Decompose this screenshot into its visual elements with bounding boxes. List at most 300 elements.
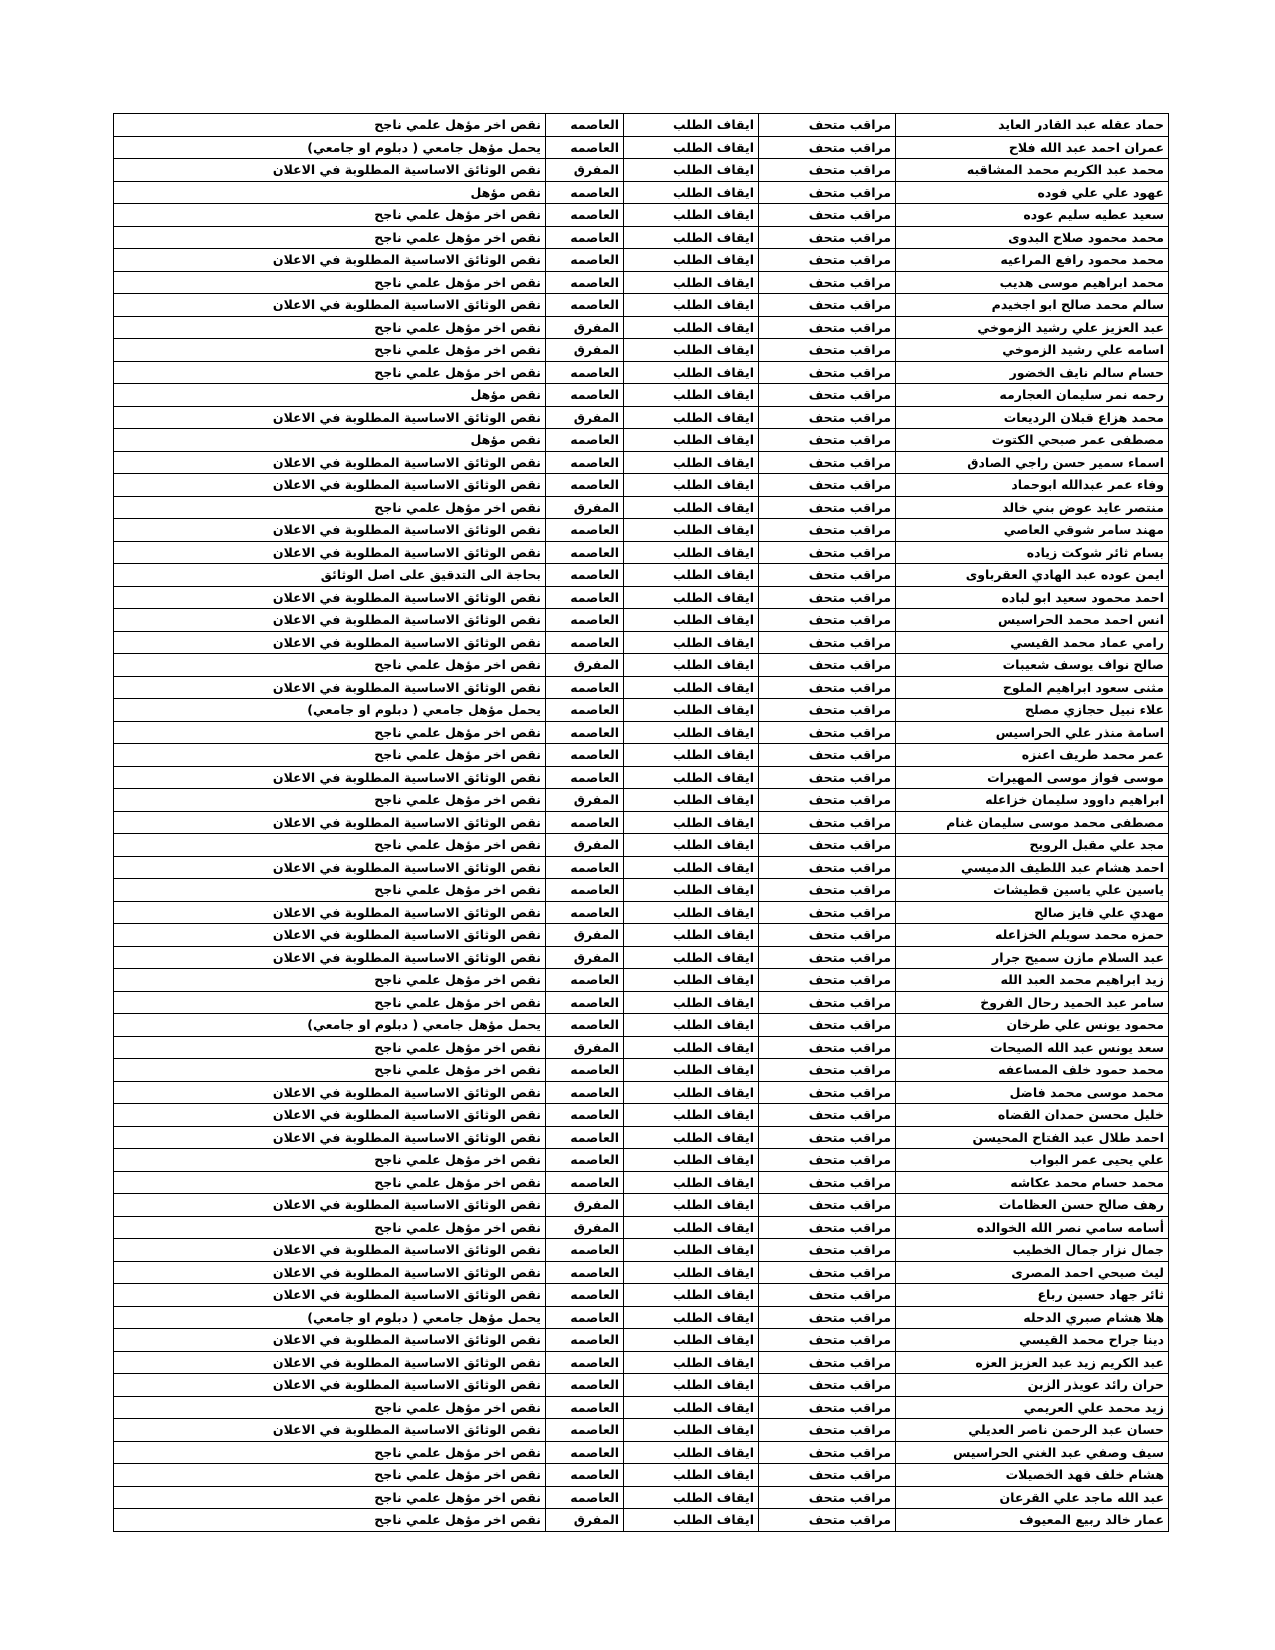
note-cell: نقص اخر مؤهل علمي ناجح	[114, 1509, 546, 1532]
city-cell: العاصمه	[546, 181, 624, 204]
applicant-name-cell: مهدي علي فايز صالح	[896, 901, 1169, 924]
applicant-name-cell: عبد العزيز علي رشيد الزموخي	[896, 316, 1169, 339]
city-cell: العاصمه	[546, 429, 624, 452]
city-cell: العاصمه	[546, 1441, 624, 1464]
table-row	[114, 834, 1169, 857]
status-cell: ايقاف الطلب	[624, 384, 759, 407]
city-cell: العاصمه	[546, 1239, 624, 1262]
city-cell: العاصمه	[546, 766, 624, 789]
note-cell: نقص الوثائق الاساسية المطلوبة في الاعلان	[114, 1104, 546, 1127]
status-cell: ايقاف الطلب	[624, 114, 759, 137]
position-cell: مراقب متحف	[759, 991, 896, 1014]
position-cell: مراقب متحف	[759, 1149, 896, 1172]
applicant-name-cell: عمران احمد عبد الله فلاح	[896, 136, 1169, 159]
city-cell: العاصمه	[546, 1059, 624, 1082]
table-row	[114, 204, 1169, 227]
city-cell: العاصمه	[546, 676, 624, 699]
table-row	[114, 924, 1169, 947]
status-cell: ايقاف الطلب	[624, 451, 759, 474]
table-row	[114, 406, 1169, 429]
status-cell: ايقاف الطلب	[624, 406, 759, 429]
table-row	[114, 1419, 1169, 1442]
position-cell: مراقب متحف	[759, 676, 896, 699]
position-cell: مراقب متحف	[759, 924, 896, 947]
status-cell: ايقاف الطلب	[624, 1509, 759, 1532]
applicant-name-cell: موسى فواز موسى المهيرات	[896, 766, 1169, 789]
status-cell: ايقاف الطلب	[624, 474, 759, 497]
applicant-name-cell: عبد الله ماجد علي القرعان	[896, 1486, 1169, 1509]
applicant-name-cell: سعد يونس عبد الله الصيحات	[896, 1036, 1169, 1059]
status-cell: ايقاف الطلب	[624, 901, 759, 924]
applicant-name-cell: حسام سالم نايف الخضور	[896, 361, 1169, 384]
position-cell: مراقب متحف	[759, 654, 896, 677]
city-cell: العاصمه	[546, 564, 624, 587]
city-cell: العاصمه	[546, 136, 624, 159]
note-cell: نقص اخر مؤهل علمي ناجح	[114, 496, 546, 519]
status-cell: ايقاف الطلب	[624, 496, 759, 519]
note-cell: نقص الوثائق الاساسية المطلوبة في الاعلان	[114, 294, 546, 317]
position-cell: مراقب متحف	[759, 744, 896, 767]
status-cell: ايقاف الطلب	[624, 429, 759, 452]
position-cell: مراقب متحف	[759, 429, 896, 452]
note-cell: نقص الوثائق الاساسية المطلوبة في الاعلان	[114, 1374, 546, 1397]
status-cell: ايقاف الطلب	[624, 1396, 759, 1419]
status-cell: ايقاف الطلب	[624, 969, 759, 992]
applicant-name-cell: ابراهيم داوود سليمان خزاعله	[896, 789, 1169, 812]
status-cell: ايقاف الطلب	[624, 1306, 759, 1329]
note-cell: نقص اخر مؤهل علمي ناجح	[114, 1171, 546, 1194]
table-row	[114, 429, 1169, 452]
table-row	[114, 1149, 1169, 1172]
status-cell: ايقاف الطلب	[624, 1014, 759, 1037]
position-cell: مراقب متحف	[759, 1081, 896, 1104]
city-cell: العاصمه	[546, 811, 624, 834]
status-cell: ايقاف الطلب	[624, 1486, 759, 1509]
table-row	[114, 1464, 1169, 1487]
note-cell: نقص اخر مؤهل علمي ناجح	[114, 1464, 546, 1487]
status-cell: ايقاف الطلب	[624, 744, 759, 767]
table-row	[114, 879, 1169, 902]
note-cell: نقص الوثائق الاساسية المطلوبة في الاعلان	[114, 474, 546, 497]
applicant-name-cell: ايمن عوده عبد الهادي العقرباوى	[896, 564, 1169, 587]
note-cell: نقص الوثائق الاساسية المطلوبة في الاعلان	[114, 924, 546, 947]
applicant-name-cell: مصطفى عمر صبحي الكتوت	[896, 429, 1169, 452]
position-cell: مراقب متحف	[759, 496, 896, 519]
table-row	[114, 1284, 1169, 1307]
table-row	[114, 1014, 1169, 1037]
status-cell: ايقاف الطلب	[624, 204, 759, 227]
city-cell: العاصمه	[546, 586, 624, 609]
note-cell: نقص اخر مؤهل علمي ناجح	[114, 654, 546, 677]
status-cell: ايقاف الطلب	[624, 1441, 759, 1464]
status-cell: ايقاف الطلب	[624, 339, 759, 362]
applicant-name-cell: اسماء سمير حسن راجي الصادق	[896, 451, 1169, 474]
city-cell: العاصمه	[546, 1261, 624, 1284]
table-row	[114, 271, 1169, 294]
position-cell: مراقب متحف	[759, 631, 896, 654]
table-row	[114, 969, 1169, 992]
position-cell: مراقب متحف	[759, 1509, 896, 1532]
status-cell: ايقاف الطلب	[624, 1171, 759, 1194]
city-cell: العاصمه	[546, 1171, 624, 1194]
status-cell: ايقاف الطلب	[624, 676, 759, 699]
note-cell: نقص اخر مؤهل علمي ناجح	[114, 1216, 546, 1239]
table-row	[114, 1104, 1169, 1127]
applicant-name-cell: هشام خلف فهد الخصيلات	[896, 1464, 1169, 1487]
city-cell: العاصمه	[546, 1374, 624, 1397]
applicant-name-cell: خليل محسن حمدان القضاه	[896, 1104, 1169, 1127]
applicant-name-cell: ياسين علي ياسين قطيشات	[896, 879, 1169, 902]
note-cell: نقص اخر مؤهل علمي ناجح	[114, 316, 546, 339]
applicant-name-cell: زيد محمد علي العريمي	[896, 1396, 1169, 1419]
position-cell: مراقب متحف	[759, 339, 896, 362]
table-row	[114, 1216, 1169, 1239]
note-cell: نقص اخر مؤهل علمي ناجح	[114, 361, 546, 384]
city-cell: المفرق	[546, 834, 624, 857]
position-cell: مراقب متحف	[759, 721, 896, 744]
status-cell: ايقاف الطلب	[624, 1036, 759, 1059]
table-row	[114, 114, 1169, 137]
city-cell: المفرق	[546, 406, 624, 429]
position-cell: مراقب متحف	[759, 1351, 896, 1374]
note-cell: نقص الوثائق الاساسية المطلوبة في الاعلان	[114, 406, 546, 429]
position-cell: مراقب متحف	[759, 699, 896, 722]
status-cell: ايقاف الطلب	[624, 1464, 759, 1487]
note-cell: نقص اخر مؤهل علمي ناجح	[114, 1486, 546, 1509]
table-row	[114, 541, 1169, 564]
city-cell: العاصمه	[546, 226, 624, 249]
city-cell: العاصمه	[546, 856, 624, 879]
note-cell: نقص الوثائق الاساسية المطلوبة في الاعلان	[114, 159, 546, 182]
note-cell: يحمل مؤهل جامعي ( دبلوم او جامعي)	[114, 1306, 546, 1329]
note-cell: نقص اخر مؤهل علمي ناجح	[114, 226, 546, 249]
table-row	[114, 856, 1169, 879]
table-row	[114, 1036, 1169, 1059]
status-cell: ايقاف الطلب	[624, 1059, 759, 1082]
position-cell: مراقب متحف	[759, 1329, 896, 1352]
note-cell: يحمل مؤهل جامعي ( دبلوم او جامعي)	[114, 136, 546, 159]
position-cell: مراقب متحف	[759, 811, 896, 834]
applicant-name-cell: محمد محمود صلاح البدوى	[896, 226, 1169, 249]
position-cell: مراقب متحف	[759, 1036, 896, 1059]
status-cell: ايقاف الطلب	[624, 766, 759, 789]
note-cell: نقص اخر مؤهل علمي ناجح	[114, 879, 546, 902]
position-cell: مراقب متحف	[759, 249, 896, 272]
note-cell: نقص الوثائق الاساسية المطلوبة في الاعلان	[114, 1284, 546, 1307]
position-cell: مراقب متحف	[759, 406, 896, 429]
note-cell: نقص الوثائق الاساسية المطلوبة في الاعلان	[114, 676, 546, 699]
status-cell: ايقاف الطلب	[624, 1261, 759, 1284]
status-cell: ايقاف الطلب	[624, 1374, 759, 1397]
status-cell: ايقاف الطلب	[624, 879, 759, 902]
city-cell: العاصمه	[546, 1396, 624, 1419]
note-cell: نقص مؤهل	[114, 181, 546, 204]
table-row	[114, 811, 1169, 834]
applicant-name-cell: سالم محمد صالح ابو اجخيدم	[896, 294, 1169, 317]
applicants-table	[113, 113, 1169, 1532]
city-cell: المفرق	[546, 1036, 624, 1059]
position-cell: مراقب متحف	[759, 856, 896, 879]
position-cell: مراقب متحف	[759, 541, 896, 564]
status-cell: ايقاف الطلب	[624, 631, 759, 654]
note-cell: نقص الوثائق الاساسية المطلوبة في الاعلان	[114, 1081, 546, 1104]
table-row	[114, 901, 1169, 924]
table-row	[114, 631, 1169, 654]
applicant-name-cell: بسام ثائر شوكت زياده	[896, 541, 1169, 564]
table-row	[114, 991, 1169, 1014]
table-row	[114, 384, 1169, 407]
position-cell: مراقب متحف	[759, 1104, 896, 1127]
position-cell: مراقب متحف	[759, 361, 896, 384]
city-cell: العاصمه	[546, 1284, 624, 1307]
position-cell: مراقب متحف	[759, 1239, 896, 1262]
note-cell: نقص الوثائق الاساسية المطلوبة في الاعلان	[114, 901, 546, 924]
city-cell: العاصمه	[546, 1149, 624, 1172]
table-row	[114, 1239, 1169, 1262]
table-row	[114, 249, 1169, 272]
position-cell: مراقب متحف	[759, 181, 896, 204]
status-cell: ايقاف الطلب	[624, 271, 759, 294]
applicant-name-cell: عهود علي علي فوده	[896, 181, 1169, 204]
table-row	[114, 766, 1169, 789]
applicant-name-cell: دينا جراح محمد القيسي	[896, 1329, 1169, 1352]
note-cell: نقص اخر مؤهل علمي ناجح	[114, 339, 546, 362]
status-cell: ايقاف الطلب	[624, 159, 759, 182]
table-row	[114, 1509, 1169, 1532]
table-row	[114, 361, 1169, 384]
position-cell: مراقب متحف	[759, 1059, 896, 1082]
status-cell: ايقاف الطلب	[624, 294, 759, 317]
position-cell: مراقب متحف	[759, 586, 896, 609]
position-cell: مراقب متحف	[759, 1419, 896, 1442]
note-cell: نقص الوثائق الاساسية المطلوبة في الاعلان	[114, 249, 546, 272]
city-cell: العاصمه	[546, 1464, 624, 1487]
city-cell: العاصمه	[546, 1104, 624, 1127]
position-cell: مراقب متحف	[759, 1126, 896, 1149]
applicant-name-cell: احمد محمود سعيد ابو لباده	[896, 586, 1169, 609]
city-cell: المفرق	[546, 789, 624, 812]
city-cell: العاصمه	[546, 1014, 624, 1037]
applicant-name-cell: منتصر عايد عوض بني خالد	[896, 496, 1169, 519]
table-row	[114, 946, 1169, 969]
note-cell: نقص اخر مؤهل علمي ناجح	[114, 1396, 546, 1419]
status-cell: ايقاف الطلب	[624, 811, 759, 834]
note-cell: نقص مؤهل	[114, 384, 546, 407]
table-row	[114, 1171, 1169, 1194]
position-cell: مراقب متحف	[759, 204, 896, 227]
status-cell: ايقاف الطلب	[624, 1351, 759, 1374]
table-row	[114, 1081, 1169, 1104]
note-cell: بحاجة الى التدقيق على اصل الوثائق	[114, 564, 546, 587]
applicant-name-cell: ليث صبحي احمد المصرى	[896, 1261, 1169, 1284]
city-cell: العاصمه	[546, 204, 624, 227]
status-cell: ايقاف الطلب	[624, 541, 759, 564]
status-cell: ايقاف الطلب	[624, 1149, 759, 1172]
city-cell: المفرق	[546, 654, 624, 677]
status-cell: ايقاف الطلب	[624, 1329, 759, 1352]
note-cell: نقص اخر مؤهل علمي ناجح	[114, 1149, 546, 1172]
table-row	[114, 744, 1169, 767]
position-cell: مراقب متحف	[759, 159, 896, 182]
table-row	[114, 1486, 1169, 1509]
note-cell: يحمل مؤهل جامعي ( دبلوم او جامعي)	[114, 1014, 546, 1037]
note-cell: نقص الوثائق الاساسية المطلوبة في الاعلان	[114, 1261, 546, 1284]
applicant-name-cell: رحمه نمر سليمان العجارمه	[896, 384, 1169, 407]
applicant-name-cell: اسامة منذر علي الحراسيس	[896, 721, 1169, 744]
table-row	[114, 136, 1169, 159]
city-cell: العاصمه	[546, 474, 624, 497]
applicant-name-cell: عبد الكريم زيد عبد العزيز العزه	[896, 1351, 1169, 1374]
city-cell: العاصمه	[546, 1126, 624, 1149]
position-cell: مراقب متحف	[759, 1486, 896, 1509]
note-cell: نقص اخر مؤهل علمي ناجح	[114, 1036, 546, 1059]
applicant-name-cell: محمد محمود رافع المراعيه	[896, 249, 1169, 272]
applicant-name-cell: مهند سامر شوقي العاصي	[896, 519, 1169, 542]
applicant-name-cell: علاء نبيل حجازي مصلح	[896, 699, 1169, 722]
position-cell: مراقب متحف	[759, 1171, 896, 1194]
table-row	[114, 699, 1169, 722]
city-cell: العاصمه	[546, 249, 624, 272]
applicant-name-cell: مجد علي مقبل الرويح	[896, 834, 1169, 857]
position-cell: مراقب متحف	[759, 1284, 896, 1307]
status-cell: ايقاف الطلب	[624, 946, 759, 969]
position-cell: مراقب متحف	[759, 1396, 896, 1419]
position-cell: مراقب متحف	[759, 789, 896, 812]
table-body	[114, 114, 1169, 1532]
position-cell: مراقب متحف	[759, 969, 896, 992]
position-cell: مراقب متحف	[759, 1014, 896, 1037]
note-cell: نقص الوثائق الاساسية المطلوبة في الاعلان	[114, 1329, 546, 1352]
table-row	[114, 1126, 1169, 1149]
status-cell: ايقاف الطلب	[624, 136, 759, 159]
status-cell: ايقاف الطلب	[624, 564, 759, 587]
applicant-name-cell: أسامه سامي نصر الله الخوالده	[896, 1216, 1169, 1239]
note-cell: نقص اخر مؤهل علمي ناجح	[114, 1441, 546, 1464]
position-cell: مراقب متحف	[759, 834, 896, 857]
note-cell: نقص الوثائق الاساسية المطلوبة في الاعلان	[114, 1194, 546, 1217]
applicant-name-cell: زيد ابراهيم محمد العبد الله	[896, 969, 1169, 992]
status-cell: ايقاف الطلب	[624, 789, 759, 812]
table-row	[114, 294, 1169, 317]
city-cell: المفرق	[546, 1216, 624, 1239]
position-cell: مراقب متحف	[759, 474, 896, 497]
applicant-name-cell: محمد موسى محمد فاضل	[896, 1081, 1169, 1104]
note-cell: نقص الوثائق الاساسية المطلوبة في الاعلان	[114, 586, 546, 609]
table-row	[114, 1059, 1169, 1082]
status-cell: ايقاف الطلب	[624, 1284, 759, 1307]
note-cell: نقص الوثائق الاساسية المطلوبة في الاعلان	[114, 609, 546, 632]
table-row	[114, 1374, 1169, 1397]
city-cell: العاصمه	[546, 361, 624, 384]
table-row	[114, 226, 1169, 249]
note-cell: نقص اخر مؤهل علمي ناجح	[114, 114, 546, 137]
applicant-name-cell: سيف وصفي عبد الغني الحراسيس	[896, 1441, 1169, 1464]
table-row	[114, 1329, 1169, 1352]
position-cell: مراقب متحف	[759, 1194, 896, 1217]
position-cell: مراقب متحف	[759, 879, 896, 902]
applicant-name-cell: انس احمد محمد الحراسيس	[896, 609, 1169, 632]
position-cell: مراقب متحف	[759, 451, 896, 474]
status-cell: ايقاف الطلب	[624, 1126, 759, 1149]
position-cell: مراقب متحف	[759, 1306, 896, 1329]
note-cell: نقص اخر مؤهل علمي ناجح	[114, 969, 546, 992]
city-cell: المفرق	[546, 1509, 624, 1532]
status-cell: ايقاف الطلب	[624, 586, 759, 609]
city-cell: العاصمه	[546, 1351, 624, 1374]
table-row	[114, 1306, 1169, 1329]
applicant-name-cell: احمد هشام عبد اللطيف الدميسي	[896, 856, 1169, 879]
table-row	[114, 1261, 1169, 1284]
city-cell: العاصمه	[546, 1329, 624, 1352]
position-cell: مراقب متحف	[759, 1441, 896, 1464]
note-cell: نقص اخر مؤهل علمي ناجح	[114, 991, 546, 1014]
position-cell: مراقب متحف	[759, 1261, 896, 1284]
table-row	[114, 474, 1169, 497]
position-cell: مراقب متحف	[759, 316, 896, 339]
status-cell: ايقاف الطلب	[624, 1216, 759, 1239]
note-cell: نقص اخر مؤهل علمي ناجح	[114, 271, 546, 294]
status-cell: ايقاف الطلب	[624, 1081, 759, 1104]
applicant-name-cell: حران رائد عويذر الزبن	[896, 1374, 1169, 1397]
applicant-name-cell: مصطفى محمد موسى سليمان غنام	[896, 811, 1169, 834]
position-cell: مراقب متحف	[759, 294, 896, 317]
status-cell: ايقاف الطلب	[624, 699, 759, 722]
city-cell: العاصمه	[546, 609, 624, 632]
status-cell: ايقاف الطلب	[624, 991, 759, 1014]
note-cell: نقص الوثائق الاساسية المطلوبة في الاعلان	[114, 1419, 546, 1442]
city-cell: العاصمه	[546, 271, 624, 294]
position-cell: مراقب متحف	[759, 226, 896, 249]
status-cell: ايقاف الطلب	[624, 226, 759, 249]
city-cell: العاصمه	[546, 541, 624, 564]
note-cell: نقص مؤهل	[114, 429, 546, 452]
city-cell: العاصمه	[546, 384, 624, 407]
table-row	[114, 609, 1169, 632]
position-cell: مراقب متحف	[759, 609, 896, 632]
city-cell: العاصمه	[546, 451, 624, 474]
city-cell: المفرق	[546, 1194, 624, 1217]
table-row	[114, 496, 1169, 519]
applicant-name-cell: صالح نواف يوسف شعيبات	[896, 654, 1169, 677]
note-cell: نقص الوثائق الاساسية المطلوبة في الاعلان	[114, 811, 546, 834]
applicant-name-cell: مثنى سعود ابراهيم الملوح	[896, 676, 1169, 699]
note-cell: نقص الوثائق الاساسية المطلوبة في الاعلان	[114, 541, 546, 564]
applicant-name-cell: عبد السلام مازن سميح جرار	[896, 946, 1169, 969]
applicant-name-cell: رهف صالح حسن العظامات	[896, 1194, 1169, 1217]
applicant-name-cell: عمر محمد طريف اعنزه	[896, 744, 1169, 767]
applicant-name-cell: احمد طلال عبد الفتاح المحيسن	[896, 1126, 1169, 1149]
city-cell: العاصمه	[546, 879, 624, 902]
status-cell: ايقاف الطلب	[624, 1239, 759, 1262]
table-row	[114, 676, 1169, 699]
note-cell: نقص الوثائق الاساسية المطلوبة في الاعلان	[114, 946, 546, 969]
status-cell: ايقاف الطلب	[624, 924, 759, 947]
city-cell: المفرق	[546, 924, 624, 947]
note-cell: نقص اخر مؤهل علمي ناجح	[114, 744, 546, 767]
table-row	[114, 159, 1169, 182]
note-cell: نقص الوثائق الاساسية المطلوبة في الاعلان	[114, 766, 546, 789]
table-row	[114, 564, 1169, 587]
applicant-name-cell: ثائر جهاد حسين رباع	[896, 1284, 1169, 1307]
table-row	[114, 519, 1169, 542]
applicant-name-cell: رامي عماد محمد القيسي	[896, 631, 1169, 654]
note-cell: نقص اخر مؤهل علمي ناجح	[114, 204, 546, 227]
note-cell: نقص اخر مؤهل علمي ناجح	[114, 834, 546, 857]
applicant-name-cell: محمد عبد الكريم محمد المشاقبه	[896, 159, 1169, 182]
city-cell: المفرق	[546, 159, 624, 182]
status-cell: ايقاف الطلب	[624, 1104, 759, 1127]
applicant-name-cell: محمد حمود خلف المساعفه	[896, 1059, 1169, 1082]
